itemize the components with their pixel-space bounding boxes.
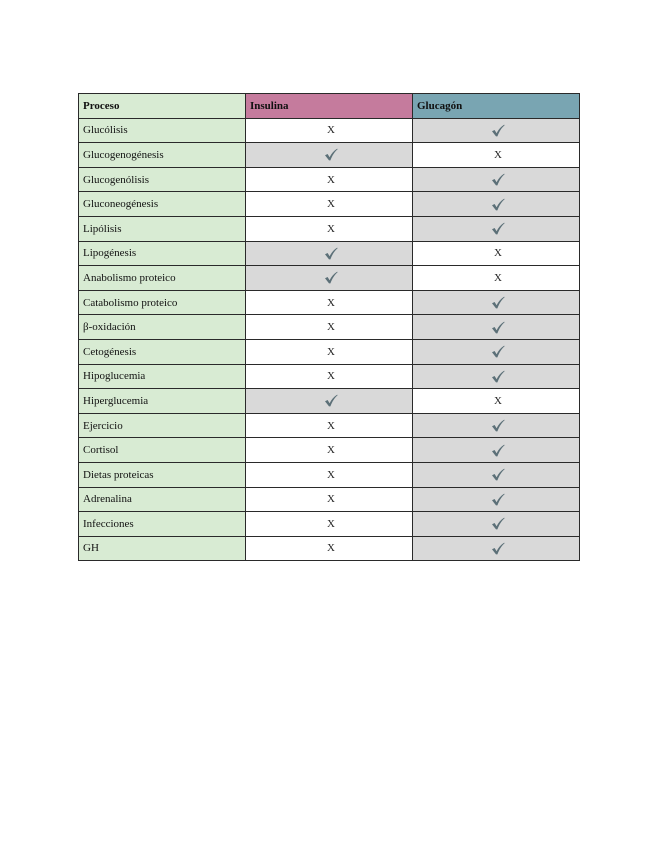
proceso-cell: Glucólisis bbox=[79, 118, 246, 143]
proceso-cell: β-oxidación bbox=[79, 315, 246, 340]
table-row bbox=[79, 266, 580, 291]
x-mark: X bbox=[327, 517, 335, 530]
glucagon-cell bbox=[413, 167, 580, 192]
table-row bbox=[79, 192, 580, 217]
table-row bbox=[79, 413, 580, 438]
proceso-cell: Lipogénesis bbox=[79, 241, 246, 266]
table-header-row bbox=[79, 94, 580, 119]
checkmark-icon bbox=[491, 173, 505, 186]
x-mark: X bbox=[327, 296, 335, 309]
insulina-cell bbox=[246, 118, 413, 143]
checkmark-icon bbox=[491, 468, 505, 481]
proceso-cell: Cortisol bbox=[79, 438, 246, 463]
checkmark-icon bbox=[324, 247, 338, 260]
table-row bbox=[79, 216, 580, 241]
proceso-cell: Anabolismo proteico bbox=[79, 266, 246, 291]
insulina-cell bbox=[246, 143, 413, 168]
proceso-cell: Hiperglucemia bbox=[79, 389, 246, 414]
proceso-cell: Glucogenólisis bbox=[79, 167, 246, 192]
checkmark-icon bbox=[324, 394, 338, 407]
insulina-cell bbox=[246, 290, 413, 315]
checkmark-icon bbox=[491, 493, 505, 506]
x-mark: X bbox=[327, 370, 335, 383]
proceso-cell: GH bbox=[79, 536, 246, 561]
insulina-cell bbox=[246, 167, 413, 192]
proceso-cell: Gluconeogénesis bbox=[79, 192, 246, 217]
glucagon-cell bbox=[413, 438, 580, 463]
table-row bbox=[79, 315, 580, 340]
insulina-cell bbox=[246, 487, 413, 512]
insulina-cell bbox=[246, 339, 413, 364]
x-mark: X bbox=[327, 173, 335, 186]
glucagon-cell bbox=[413, 462, 580, 487]
insulina-cell bbox=[246, 413, 413, 438]
insulina-cell bbox=[246, 266, 413, 291]
glucagon-cell bbox=[413, 389, 580, 414]
header-proceso: Proceso bbox=[79, 94, 246, 119]
proceso-cell: Hipoglucemia bbox=[79, 364, 246, 389]
insulina-cell bbox=[246, 216, 413, 241]
x-mark: X bbox=[327, 321, 335, 334]
table-row bbox=[79, 364, 580, 389]
insulina-cell bbox=[246, 192, 413, 217]
proceso-cell: Cetogénesis bbox=[79, 339, 246, 364]
proceso-cell: Dietas proteicas bbox=[79, 462, 246, 487]
table-row bbox=[79, 290, 580, 315]
table-row bbox=[79, 462, 580, 487]
table-row bbox=[79, 536, 580, 561]
proceso-cell: Lipólisis bbox=[79, 216, 246, 241]
insulina-cell bbox=[246, 241, 413, 266]
header-insulina: Insulina bbox=[246, 94, 413, 119]
insulina-cell bbox=[246, 438, 413, 463]
insulina-cell bbox=[246, 315, 413, 340]
glucagon-cell bbox=[413, 216, 580, 241]
checkmark-icon bbox=[324, 148, 338, 161]
table-row bbox=[79, 487, 580, 512]
proceso-cell: Ejercicio bbox=[79, 413, 246, 438]
checkmark-icon bbox=[491, 296, 505, 309]
x-mark: X bbox=[327, 542, 335, 555]
checkmark-icon bbox=[491, 517, 505, 530]
glucagon-cell bbox=[413, 536, 580, 561]
glucagon-cell bbox=[413, 266, 580, 291]
checkmark-icon bbox=[491, 222, 505, 235]
glucagon-cell bbox=[413, 241, 580, 266]
insulina-cell bbox=[246, 536, 413, 561]
table-body bbox=[79, 118, 580, 561]
checkmark-icon bbox=[491, 345, 505, 358]
x-mark: X bbox=[494, 247, 502, 260]
glucagon-cell bbox=[413, 512, 580, 537]
table-row bbox=[79, 167, 580, 192]
glucagon-cell bbox=[413, 118, 580, 143]
table-row bbox=[79, 118, 580, 143]
checkmark-icon bbox=[491, 124, 505, 137]
proceso-cell: Glucogenogénesis bbox=[79, 143, 246, 168]
insulina-cell bbox=[246, 512, 413, 537]
glucagon-cell bbox=[413, 315, 580, 340]
x-mark: X bbox=[327, 493, 335, 506]
x-mark: X bbox=[494, 148, 502, 161]
glucagon-cell bbox=[413, 413, 580, 438]
x-mark: X bbox=[327, 198, 335, 211]
proceso-cell: Catabolismo proteico bbox=[79, 290, 246, 315]
table-row bbox=[79, 512, 580, 537]
x-mark: X bbox=[494, 394, 502, 407]
x-mark: X bbox=[327, 345, 335, 358]
x-mark: X bbox=[494, 271, 502, 284]
checkmark-icon bbox=[491, 444, 505, 457]
checkmark-icon bbox=[491, 198, 505, 211]
checkmark-icon bbox=[491, 542, 505, 555]
glucagon-cell bbox=[413, 143, 580, 168]
insulina-cell bbox=[246, 389, 413, 414]
checkmark-icon bbox=[324, 271, 338, 284]
table-row bbox=[79, 143, 580, 168]
glucagon-cell bbox=[413, 290, 580, 315]
checkmark-icon bbox=[491, 370, 505, 383]
insulina-cell bbox=[246, 462, 413, 487]
table-row bbox=[79, 389, 580, 414]
glucagon-cell bbox=[413, 339, 580, 364]
checkmark-icon bbox=[491, 321, 505, 334]
glucagon-cell bbox=[413, 364, 580, 389]
header-glucagon: Glucagón bbox=[413, 94, 580, 119]
proceso-cell: Adrenalina bbox=[79, 487, 246, 512]
glucagon-cell bbox=[413, 487, 580, 512]
table-row bbox=[79, 438, 580, 463]
x-mark: X bbox=[327, 222, 335, 235]
proceso-cell: Infecciones bbox=[79, 512, 246, 537]
insulina-cell bbox=[246, 364, 413, 389]
x-mark: X bbox=[327, 124, 335, 137]
insulin-glucagon-table bbox=[78, 93, 580, 561]
table-row bbox=[79, 339, 580, 364]
checkmark-icon bbox=[491, 419, 505, 432]
x-mark: X bbox=[327, 444, 335, 457]
table-row bbox=[79, 241, 580, 266]
x-mark: X bbox=[327, 419, 335, 432]
glucagon-cell bbox=[413, 192, 580, 217]
x-mark: X bbox=[327, 468, 335, 481]
